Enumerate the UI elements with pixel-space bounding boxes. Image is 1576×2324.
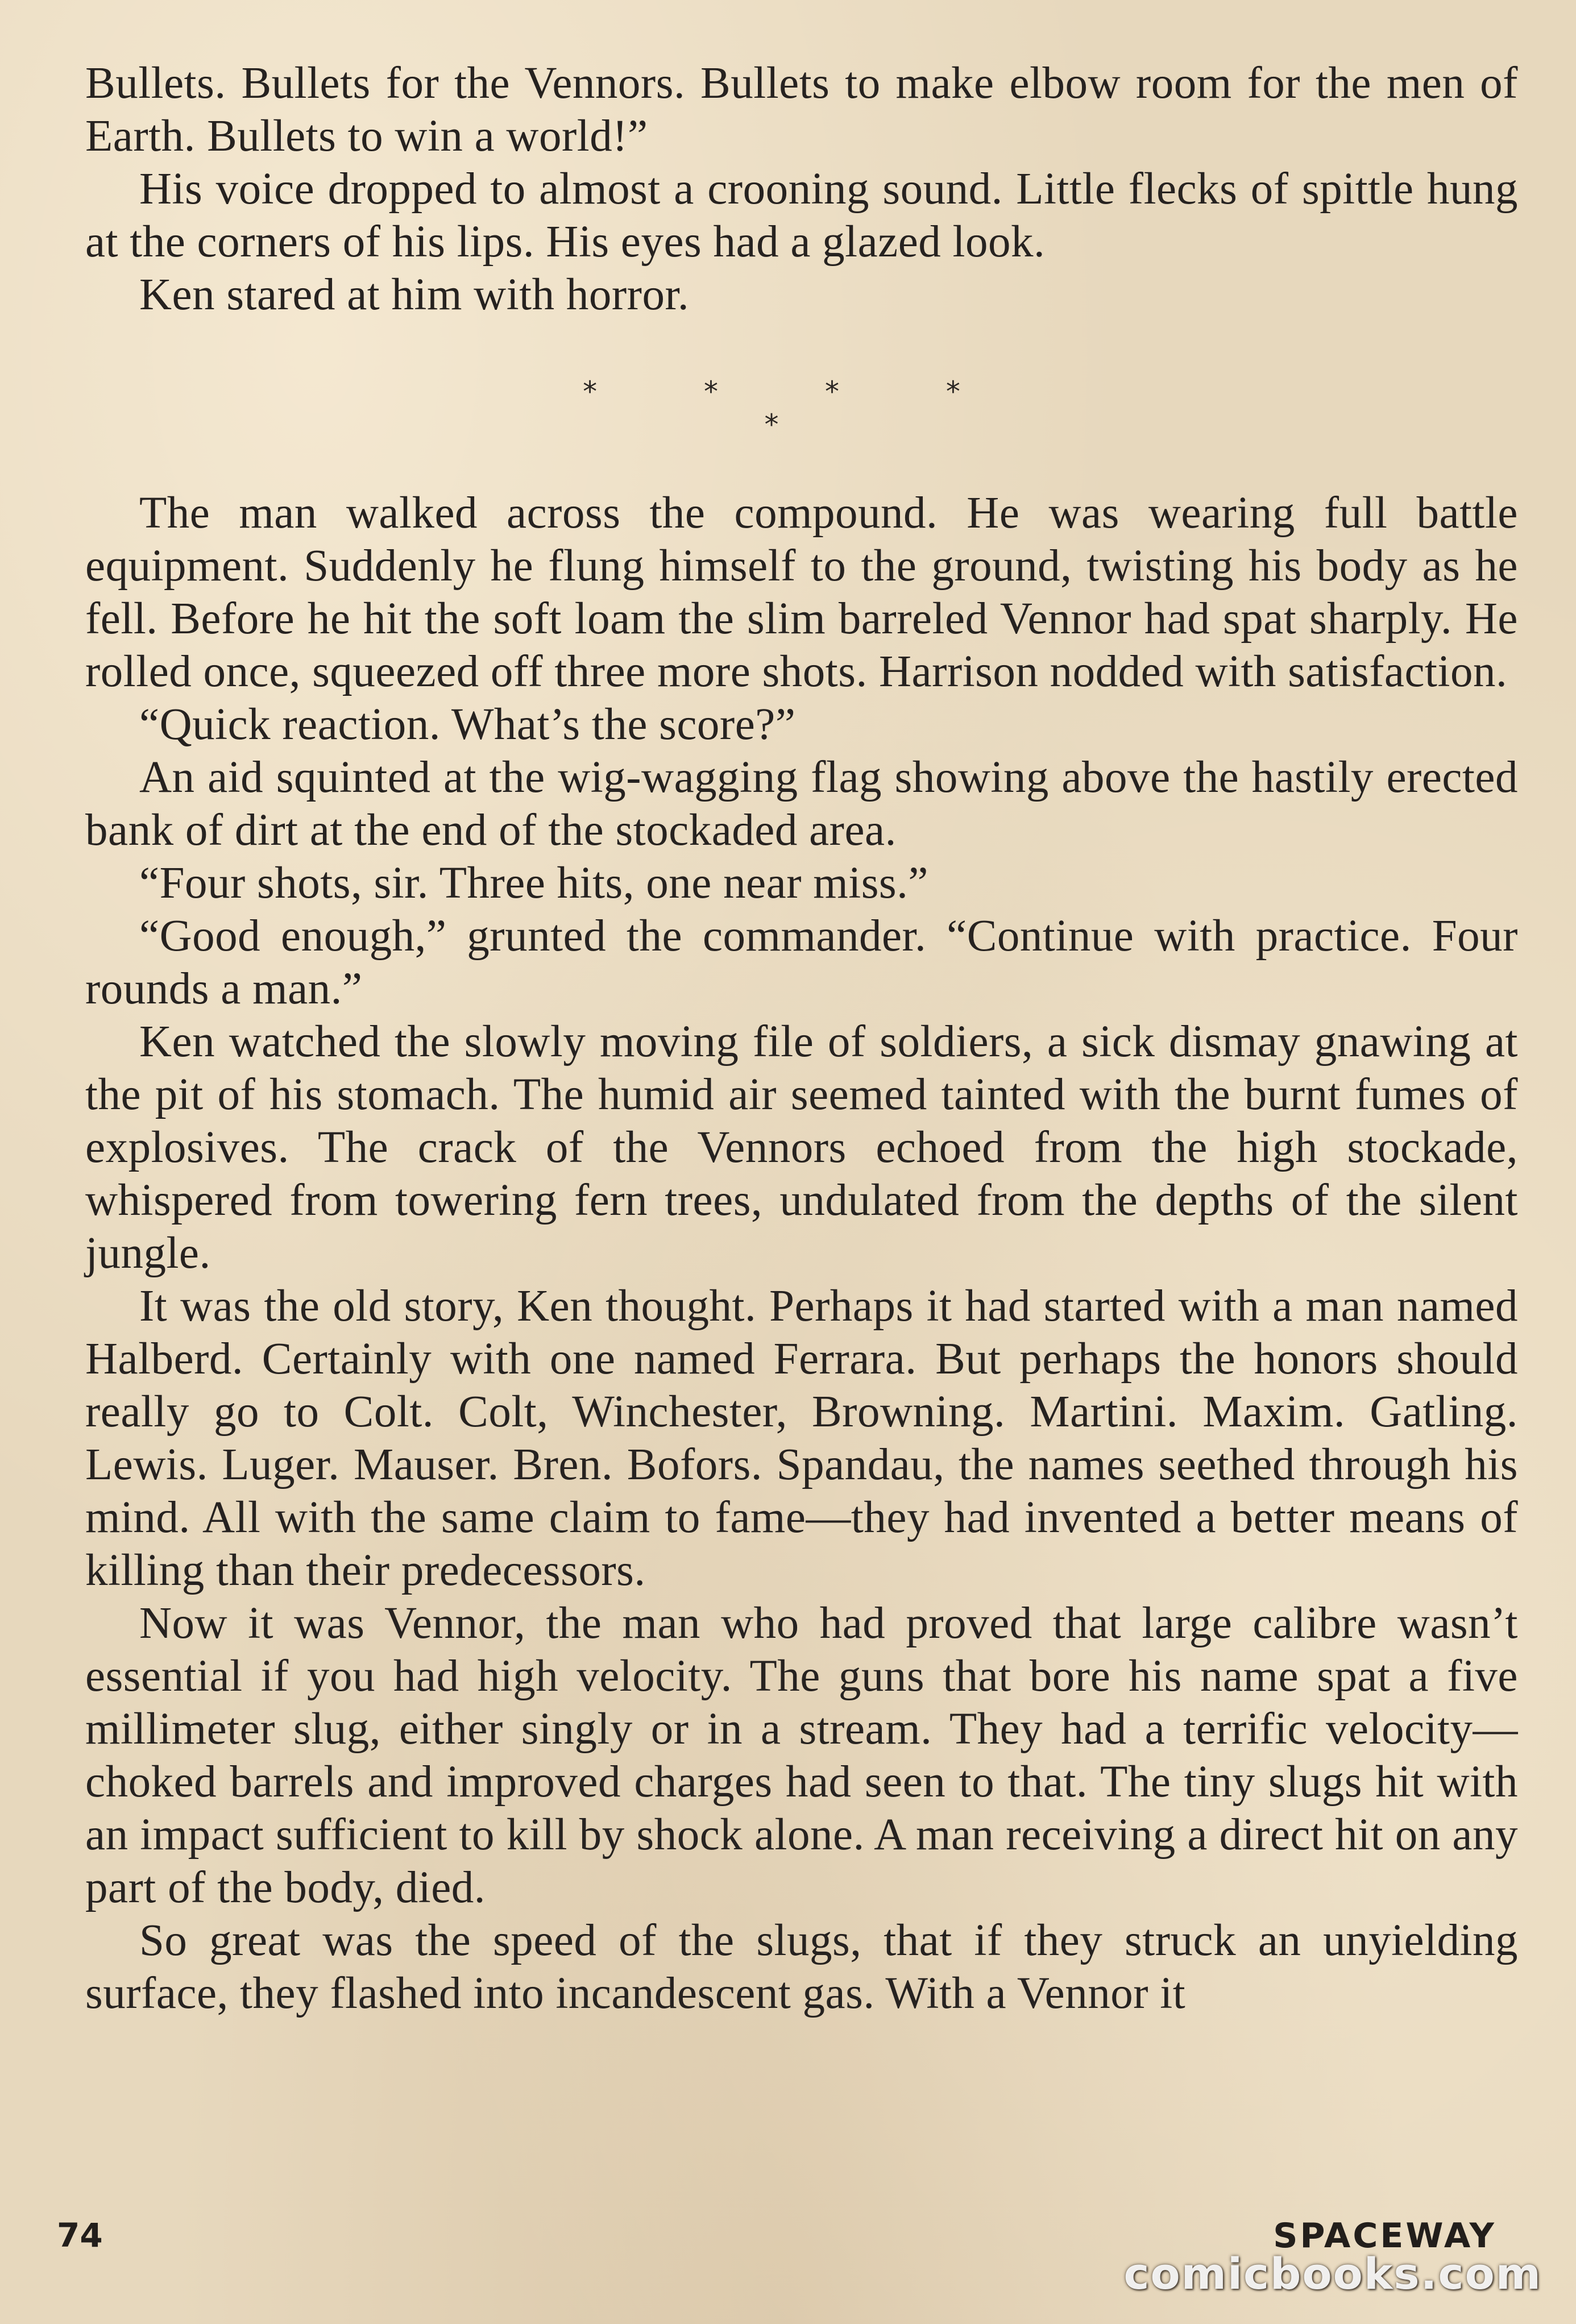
paragraph: His voice dropped to almost a crooning sound. Little flecks of spittle hung at the corners of his lips. His eyes had a glazed look. xyxy=(85,164,1518,267)
paragraph: An aid squinted at the wig-wagging flag showing above the hastily erected bank of dirt at the end of the stockaded area. xyxy=(85,753,1518,855)
page-number: 74 xyxy=(57,2216,103,2255)
watermark: comicbooks.com xyxy=(1123,2248,1542,2299)
paragraph: Ken stared at him with horror. xyxy=(139,270,690,319)
magazine-title: SPACEWAY xyxy=(1273,2216,1496,2256)
top-text-block xyxy=(85,57,1518,321)
paragraph: The man walked across the compound. He was wearing full battle equipment. Suddenly he flung himself to the ground, twisting his body as he fell. Before he hit the soft loam the slim barreled Vennor had spat sharply. He rolled once, squeezed off three more shots. Harrison nodded with satisfaction. xyxy=(85,488,1518,696)
paragraph: It was the old story, Ken thought. Perhaps it had started with a man named Halberd. Certainly with one named Ferrara. But perhaps the honors should really go to Colt. Colt, Winchester, Browning. Martini. Maxim. Gatling. Lewis. Luger. Mauser. Bren. Bofors. Spandau, the names seethed through his mind. All with the same claim to fame—they had invented a better means of killing than their predecessors. xyxy=(85,1281,1518,1595)
paragraph: “Quick reaction. What’s the score?” xyxy=(139,700,796,749)
paragraph: “Good enough,” grunted the commander. “Continue with practice. Four rounds a man.” xyxy=(85,911,1518,1014)
paragraph: Now it was Vennor, the man who had proved that large calibre wasn’t essential if you had high velocity. The guns that bore his name spat a five millimeter slug, either singly or in a stream. They had a terrific velocity—choked barrels and improved charges had seen to that. The tiny slugs hit with an impact sufficient to kill by shock alone. A man receiving a direct hit on any part of the body, died. xyxy=(85,1599,1518,1912)
main-text-block xyxy=(85,487,1518,2020)
paragraph: Ken watched the slowly moving file of soldiers, a sick dismay gnawing at the pit of his stomach. The humid air seemed tainted with the burnt fumes of explosives. The crack of the Vennors echoed from the high stockade, whispered from towering fern trees, undulated from the depths of the silent jungle. xyxy=(85,1017,1518,1278)
paragraph: So great was the speed of the slugs, that if they struck an unyielding surface, they flashed into incandescent gas. With a Vennor it xyxy=(85,1916,1518,2018)
paragraph: “Four shots, sir. Three hits, one near miss.” xyxy=(139,858,928,908)
section-divider: * * * * * xyxy=(583,375,1009,441)
paragraph: Bullets. Bullets for the Vennors. Bullets to make elbow room for the men of Earth. Bullets to win a world!” xyxy=(85,59,1518,161)
